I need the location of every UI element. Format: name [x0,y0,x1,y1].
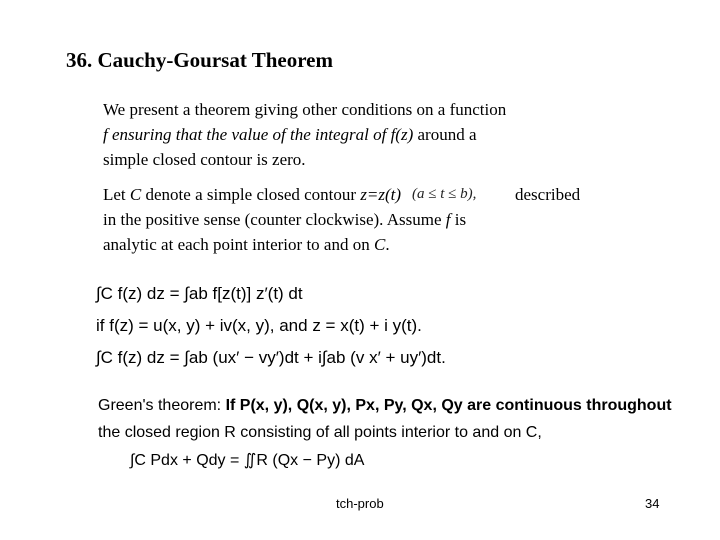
greens-label: Green's theorem: [98,397,222,414]
para2-line2 [103,209,466,231]
para2-line2-post: is [450,210,467,229]
para1-line2 [103,124,477,146]
para2-c2: C [373,235,386,254]
para1-line3: simple closed contour is zero. [103,150,306,169]
para2-mid: denote a simple closed contour [141,185,361,204]
para1-line1: We present a theorem giving other conditions on a function [103,100,507,119]
para2-c: C [129,185,142,204]
para2-line3-post: . [385,235,390,254]
param-range-formula: (a ≤ t ≤ b), [412,186,477,202]
para2-line3 [103,234,390,256]
para2-let: Let [103,185,130,204]
greens-line1 [98,397,672,415]
footer-label: tch-prob [336,496,384,511]
para1-line2-post: around a [413,125,477,144]
equation-1: ∫C f(z) dz = ∫ab f[z(t)] z′(t) dt [96,284,303,303]
equation-2: if f(z) = u(x, y) + iv(x, y), and z = x(t) + i y(t). [96,316,422,335]
para2-line3-pre: analytic at each point interior to and on [103,235,374,254]
page-number: 34 [645,496,660,511]
greens-formula: ∫C Pdx + Qdy = ∬R (Qx − Py) dA [130,452,365,469]
greens-line2: the closed region R consisting of all points interior to and on C, [98,424,542,441]
para2-z: z=z(t) [360,185,402,204]
para2-described: described [515,185,581,204]
para2-f: f [445,210,451,229]
para2-line1 [103,184,401,206]
slide-title: 36. Cauchy-Goursat Theorem [66,48,333,72]
para1-line2-text: f ensuring that the value of the integral of [103,125,391,144]
greens-condition: If P(x, y), Q(x, y), Px, Py, Qx, Qy are continuous throughout [225,397,672,414]
para2-line2-pre: in the positive sense (counter clockwise). Assume [103,210,446,229]
para1-fz: f(z) [390,125,414,144]
equation-3: ∫C f(z) dz = ∫ab (ux′ − vy′)dt + i∫ab (v x′ + uy′)dt. [96,348,446,367]
